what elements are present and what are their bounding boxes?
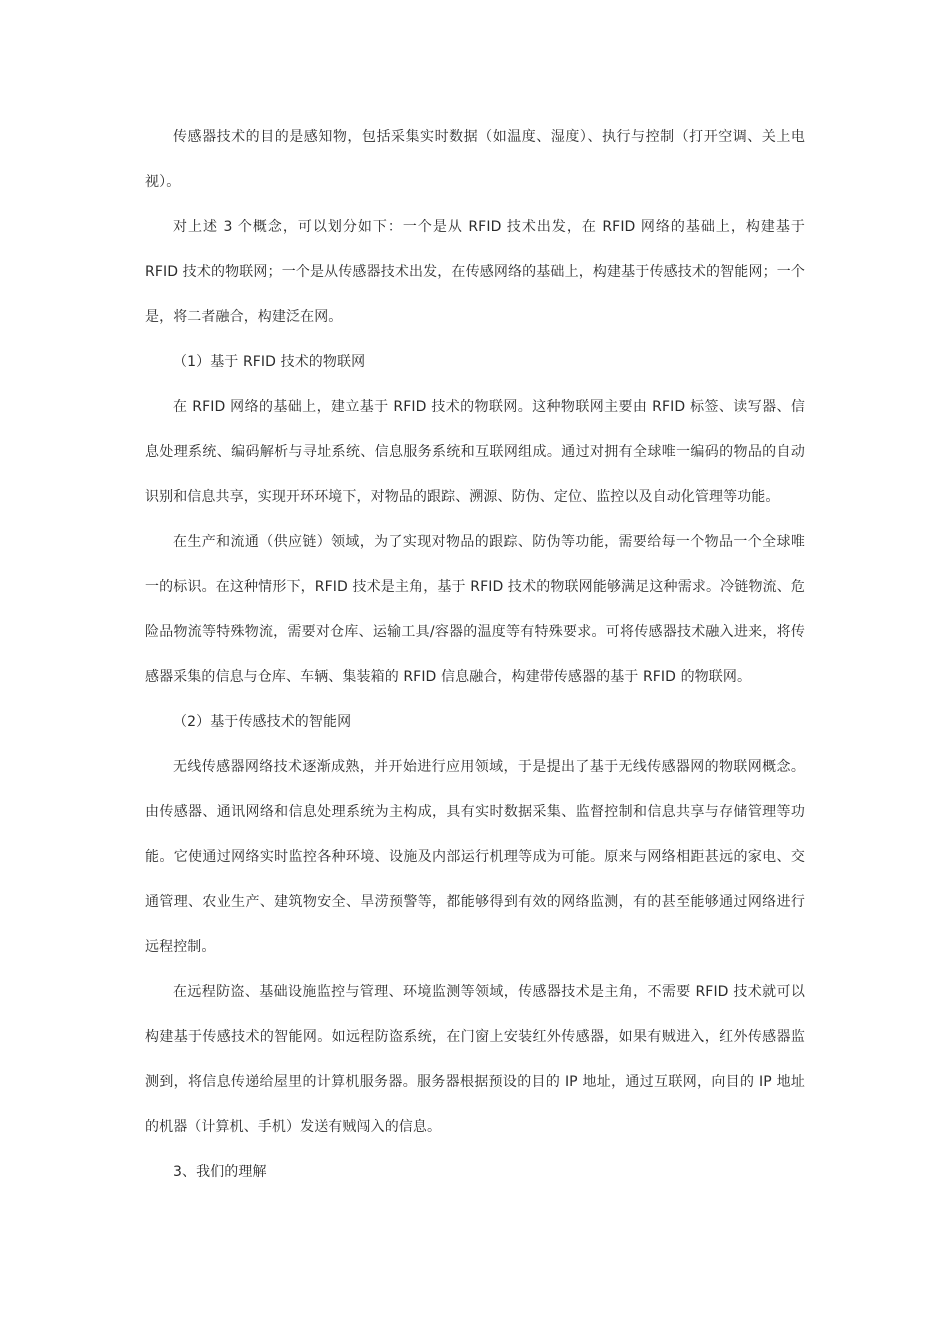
paragraph-remote-security: 在远程防盗、基础设施监控与管理、环境监测等领域，传感器技术是主角，不需要 RFID 技术就可以构建基于传感技术的智能网。如远程防盗系统，在门窗上安装红外传感器，如果有贼进入，红外传感器监测到，将信息传递给屋里的计算机服务器。服务器根据预设的目的 IP 地址，通过互联网，向目的 IP 地址的机器（计算机、手机）发送有贼闯入的信息。 xyxy=(145,984,805,1135)
paragraph-rfid-supply-chain: 在生产和流通（供应链）领域，为了实现对物品的跟踪、防伪等功能，需要给每一个物品一个全球唯一的标识。在这种情形下，RFID 技术是主角，基于 RFID 技术的物联网能够满足这种需求。冷链物流、危险品物流等特殊物流，需要对仓库、运输工具/容器的温度等有特殊要求。可将传感器技术融入进来，将传感器采集的信息与仓库、车辆、集装箱的 RFID 信息融合，构建带传感器的基于 RFID 的物联网。 xyxy=(145,534,805,685)
paragraph-three-concepts: 对上述 3 个概念，可以划分如下：一个是从 RFID 技术出发，在 RFID 网络的基础上，构建基于 RFID 技术的物联网；一个是从传感器技术出发，在传感网络的基础上，构建基于传感技术的智能网；一个是，将二者融合，构建泛在网。 xyxy=(145,219,805,325)
section-heading-our-understanding: 3、我们的理解 xyxy=(173,1164,267,1180)
section-heading-sensor-network: （2）基于传感技术的智能网 xyxy=(173,714,352,730)
document-page xyxy=(145,115,805,1195)
section-heading-rfid-iot: （1）基于 RFID 技术的物联网 xyxy=(173,354,366,370)
paragraph-sensor-purpose: 传感器技术的目的是感知物，包括采集实时数据（如温度、湿度）、执行与控制（打开空调、关上电视）。 xyxy=(145,129,805,190)
paragraph-wireless-sensor-network: 无线传感器网络技术逐渐成熟，并开始进行应用领域，于是提出了基于无线传感器网的物联网概念。由传感器、通讯网络和信息处理系统为主构成，具有实时数据采集、监督控制和信息共享与存储管理等功能。它使通过网络实时监控各种环境、设施及内部运行机理等成为可能。原来与网络相距甚远的家电、交通管理、农业生产、建筑物安全、旱涝预警等，都能够得到有效的网络监测，有的甚至能够通过网络进行远程控制。 xyxy=(145,759,805,955)
paragraph-rfid-iot-definition: 在 RFID 网络的基础上，建立基于 RFID 技术的物联网。这种物联网主要由 RFID 标签、读写器、信息处理系统、编码解析与寻址系统、信息服务系统和互联网组成。通过对拥有全球唯一编码的物品的自动识别和信息共享，实现开环环境下，对物品的跟踪、溯源、防伪、定位、监控以及自动化管理等功能。 xyxy=(145,399,805,505)
